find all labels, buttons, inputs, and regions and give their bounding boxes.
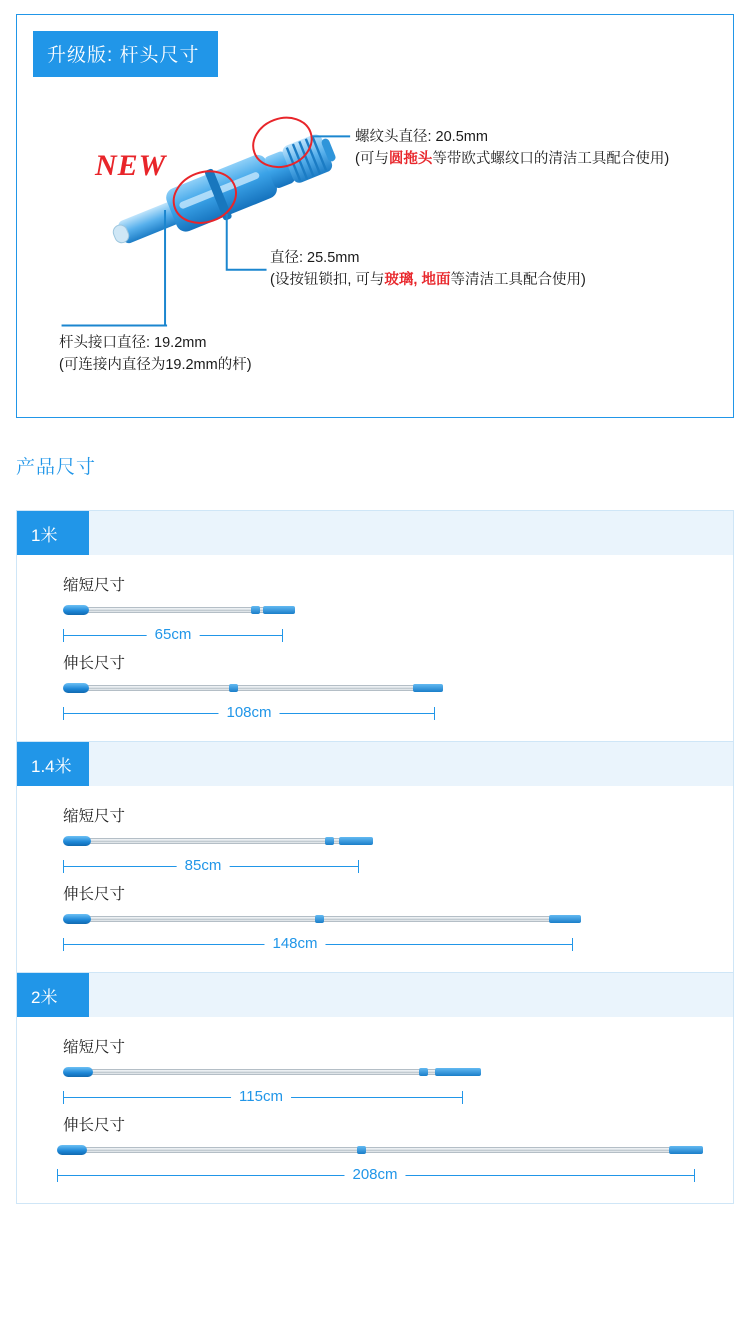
group-header-1-4m — [17, 742, 733, 786]
value-extended-1m: 108cm — [218, 704, 279, 721]
value-retracted-1-4m: 85cm — [177, 857, 230, 874]
measure-extended-1m — [63, 699, 733, 729]
group-tag-1m: 1米 — [17, 511, 89, 555]
callout-socket-diameter — [59, 333, 252, 377]
group-body-2m — [17, 1017, 733, 1203]
callout-socket-line2: (可连接内直径为19.2mm的杆) — [59, 356, 252, 373]
callout-body-line1: 直径: 25.5mm — [270, 250, 360, 266]
label-extended-2m: 伸长尺寸 — [63, 1117, 126, 1134]
callout-thread-emphasis: 圆拖头 — [388, 150, 433, 167]
value-retracted-1m: 65cm — [147, 626, 200, 643]
value-extended-1-4m: 148cm — [264, 935, 325, 952]
group-header-2m — [17, 973, 733, 1017]
callout-thread-line1: 螺纹头直径: 20.5mm — [355, 129, 488, 145]
measure-retracted-1-4m — [63, 852, 733, 882]
callout-body-emphasis: 玻璃, 地面 — [384, 271, 451, 288]
pole-extended-1-4m — [63, 914, 733, 924]
new-badge: NEW — [95, 149, 167, 182]
label-extended-1-4m: 伸长尺寸 — [63, 886, 126, 903]
measure-retracted-1m — [63, 621, 733, 651]
value-extended-2m: 208cm — [344, 1166, 405, 1183]
size-group-2m — [17, 973, 733, 1203]
group-tag-1-4m: 1.4米 — [17, 742, 89, 786]
measure-retracted-2m — [63, 1083, 733, 1113]
size-group-1m — [17, 511, 733, 741]
callout-socket-line1: 杆头接口直径: 19.2mm — [59, 335, 207, 351]
group-header-1m — [17, 511, 733, 555]
pole-retracted-1-4m — [63, 836, 733, 846]
value-retracted-2m: 115cm — [231, 1088, 291, 1105]
callout-body-diameter — [270, 248, 586, 292]
callout-thread-diameter — [355, 127, 669, 171]
upgraded-head-panel — [16, 14, 734, 418]
callout-body-line2: (设按钮锁扣, 可与玻璃, 地面等清洁工具配合使用) — [270, 271, 586, 288]
pole-extended-1m — [63, 683, 733, 693]
measure-extended-2m — [57, 1161, 733, 1191]
label-extended-1m: 伸长尺寸 — [63, 655, 126, 672]
label-retracted-1m: 缩短尺寸 — [63, 577, 126, 594]
pole-retracted-1m — [63, 605, 733, 615]
measure-extended-1-4m — [63, 930, 733, 960]
pole-retracted-2m — [63, 1067, 733, 1077]
size-table — [16, 510, 734, 1204]
pole-extended-2m — [57, 1145, 733, 1155]
panel-tab-label: 升级版: 杆头尺寸 — [33, 31, 218, 77]
group-body-1m — [17, 555, 733, 741]
group-tag-2m: 2米 — [17, 973, 89, 1017]
callout-thread-line2: (可与圆拖头等带欧式螺纹口的清洁工具配合使用) — [355, 150, 670, 167]
section-title-product-size: 产品尺寸 — [16, 457, 97, 478]
group-body-1-4m — [17, 786, 733, 972]
size-group-1-4m — [17, 742, 733, 972]
label-retracted-1-4m: 缩短尺寸 — [63, 808, 126, 825]
label-retracted-2m: 缩短尺寸 — [63, 1039, 126, 1056]
